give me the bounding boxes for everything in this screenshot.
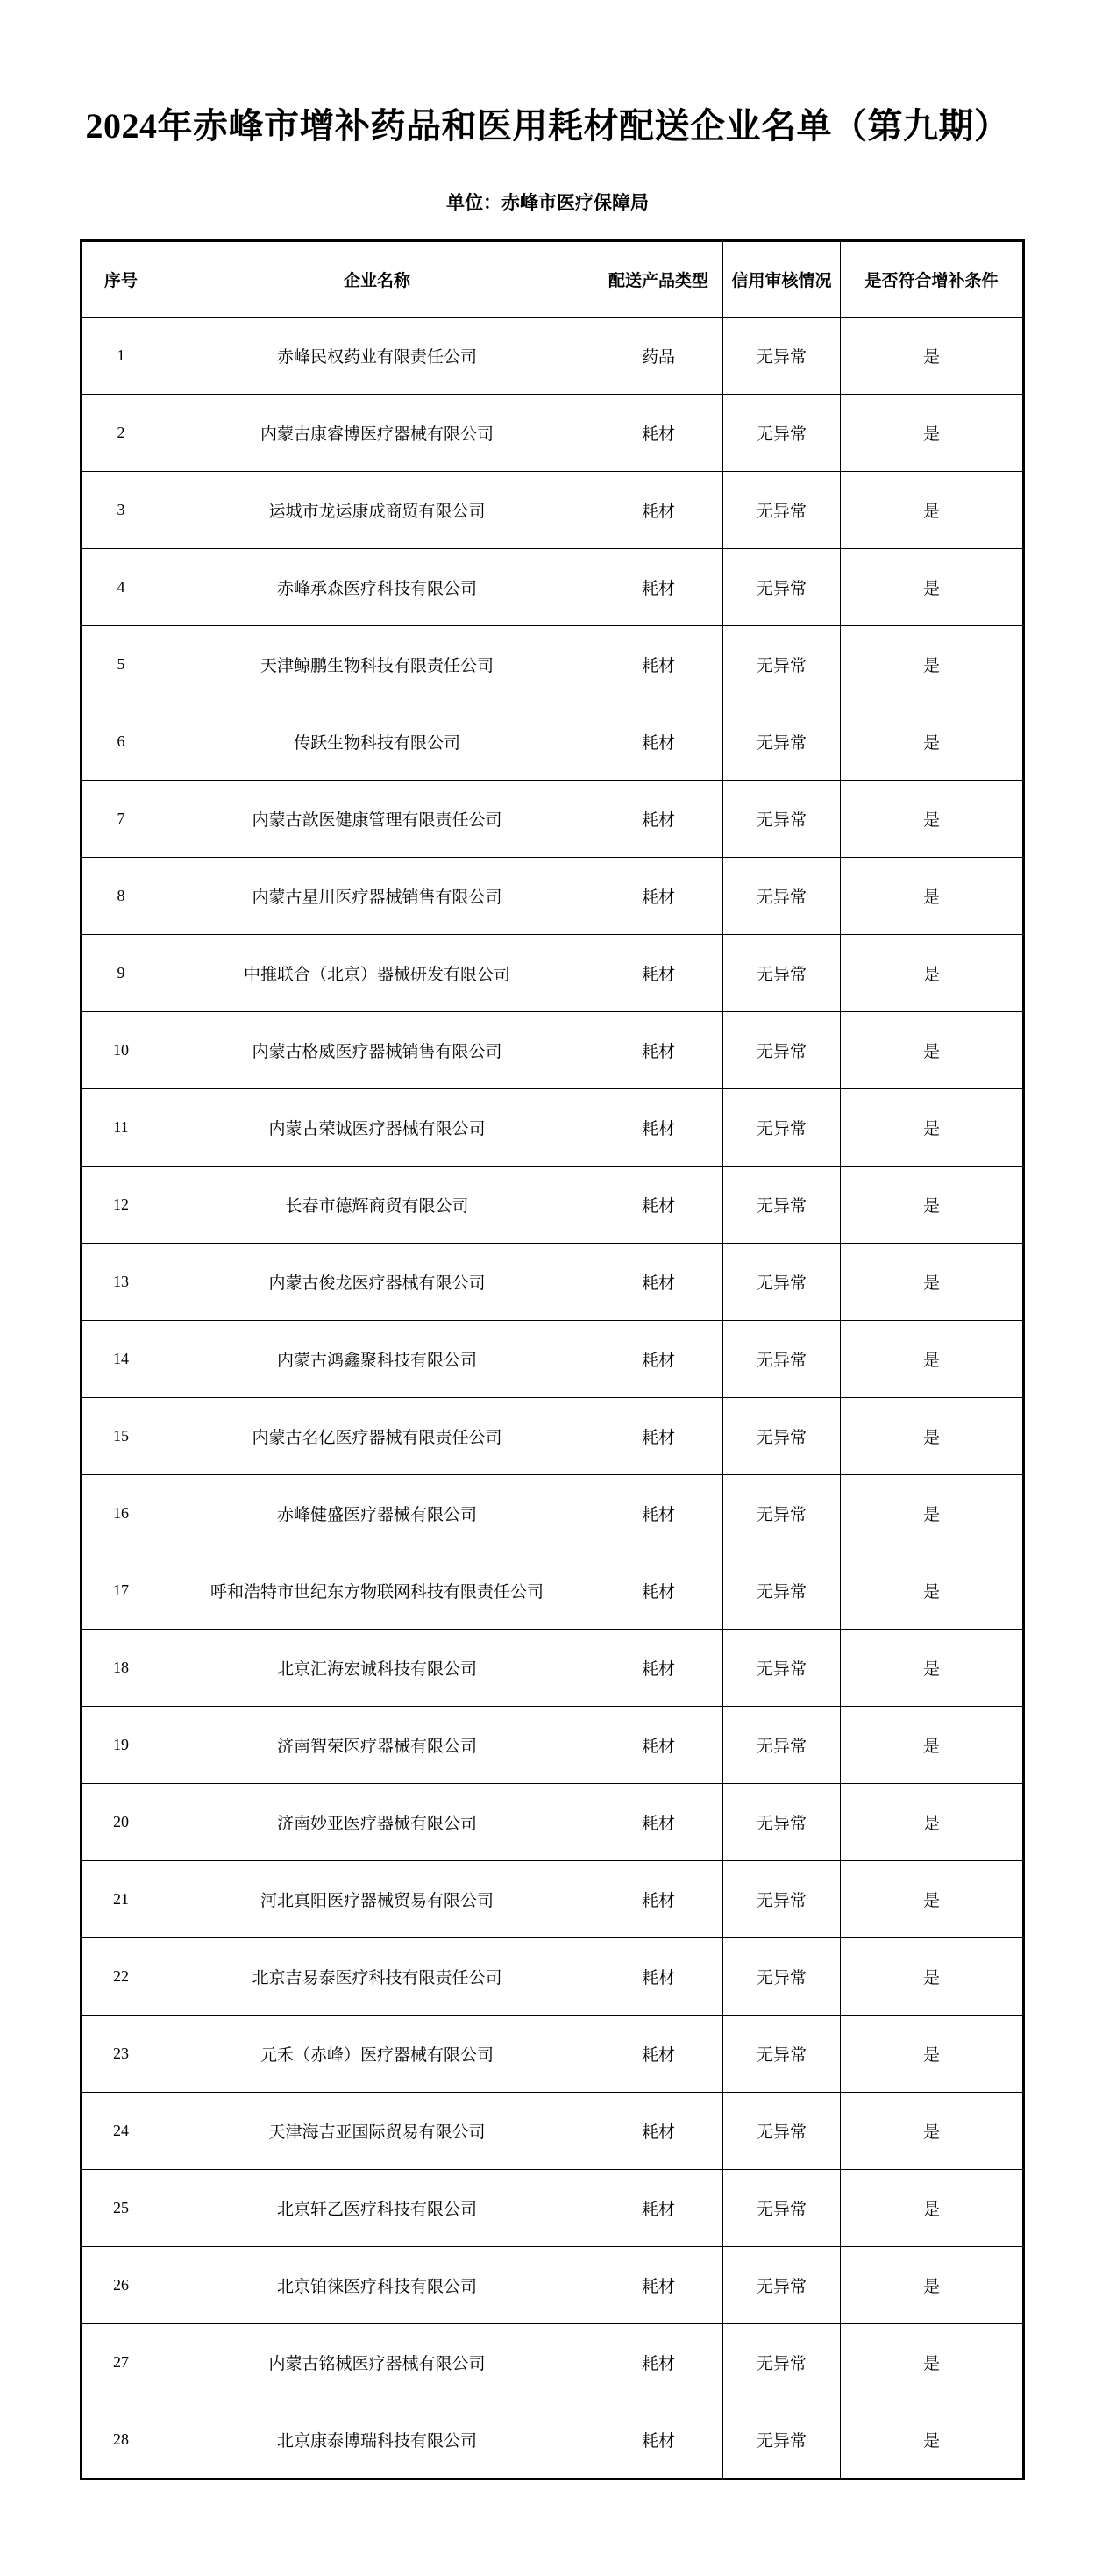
cell-credit-review: 无异常 <box>723 935 841 1012</box>
cell-product-type: 耗材 <box>594 2016 723 2093</box>
cell-meets-condition: 是 <box>841 1630 1024 1707</box>
cell-no: 3 <box>82 472 160 549</box>
cell-company-name: 北京汇海宏诚科技有限公司 <box>160 1630 594 1707</box>
cell-credit-review: 无异常 <box>723 1707 841 1784</box>
cell-meets-condition: 是 <box>841 1167 1024 1244</box>
cell-company-name: 赤峰民权药业有限责任公司 <box>160 318 594 395</box>
cell-credit-review: 无异常 <box>723 781 841 858</box>
cell-product-type: 耗材 <box>594 549 723 626</box>
cell-credit-review: 无异常 <box>723 1938 841 2016</box>
cell-company-name: 内蒙古格威医疗器械销售有限公司 <box>160 1012 594 1089</box>
cell-meets-condition: 是 <box>841 318 1024 395</box>
cell-meets-condition: 是 <box>841 626 1024 703</box>
col-header-product-type: 配送产品类型 <box>594 241 723 318</box>
table-row <box>82 1861 1024 1938</box>
cell-product-type: 耗材 <box>594 395 723 472</box>
cell-credit-review: 无异常 <box>723 2324 841 2401</box>
table-row <box>82 395 1024 472</box>
table-row <box>82 1938 1024 2016</box>
cell-company-name: 内蒙古鸿鑫聚科技有限公司 <box>160 1321 594 1398</box>
table-row <box>82 2093 1024 2170</box>
cell-no: 20 <box>82 1784 160 1861</box>
cell-company-name: 内蒙古荣诚医疗器械有限公司 <box>160 1089 594 1167</box>
cell-product-type: 耗材 <box>594 703 723 781</box>
table-row <box>82 781 1024 858</box>
cell-no: 15 <box>82 1398 160 1475</box>
cell-company-name: 济南智荣医疗器械有限公司 <box>160 1707 594 1784</box>
cell-company-name: 河北真阳医疗器械贸易有限公司 <box>160 1861 594 1938</box>
cell-product-type: 耗材 <box>594 1475 723 1552</box>
cell-company-name: 内蒙古铭械医疗器械有限公司 <box>160 2324 594 2401</box>
cell-no: 26 <box>82 2247 160 2324</box>
cell-credit-review: 无异常 <box>723 2093 841 2170</box>
cell-no: 28 <box>82 2401 160 2480</box>
cell-company-name: 元禾（赤峰）医疗器械有限公司 <box>160 2016 594 2093</box>
cell-no: 10 <box>82 1012 160 1089</box>
cell-company-name: 天津鲸鹏生物科技有限责任公司 <box>160 626 594 703</box>
cell-company-name: 赤峰承森医疗科技有限公司 <box>160 549 594 626</box>
cell-company-name: 北京康泰博瑞科技有限公司 <box>160 2401 594 2480</box>
cell-product-type: 耗材 <box>594 626 723 703</box>
cell-no: 12 <box>82 1167 160 1244</box>
cell-company-name: 济南妙亚医疗器械有限公司 <box>160 1784 594 1861</box>
table-row <box>82 1321 1024 1398</box>
cell-no: 5 <box>82 626 160 703</box>
table-row <box>82 1552 1024 1630</box>
table-row <box>82 1630 1024 1707</box>
cell-product-type: 耗材 <box>594 1012 723 1089</box>
cell-no: 1 <box>82 318 160 395</box>
table-row <box>82 1398 1024 1475</box>
cell-no: 19 <box>82 1707 160 1784</box>
cell-no: 4 <box>82 549 160 626</box>
col-header-company-name: 企业名称 <box>160 241 594 318</box>
table-row <box>82 703 1024 781</box>
cell-meets-condition: 是 <box>841 781 1024 858</box>
cell-meets-condition: 是 <box>841 472 1024 549</box>
cell-no: 8 <box>82 858 160 935</box>
table-row <box>82 935 1024 1012</box>
cell-credit-review: 无异常 <box>723 703 841 781</box>
cell-no: 2 <box>82 395 160 472</box>
cell-meets-condition: 是 <box>841 1784 1024 1861</box>
col-header-credit-review: 信用审核情况 <box>723 241 841 318</box>
companies-table <box>80 239 1025 2480</box>
cell-company-name: 内蒙古康睿博医疗器械有限公司 <box>160 395 594 472</box>
cell-company-name: 中推联合（北京）器械研发有限公司 <box>160 935 594 1012</box>
cell-meets-condition: 是 <box>841 2247 1024 2324</box>
cell-credit-review: 无异常 <box>723 1089 841 1167</box>
cell-product-type: 耗材 <box>594 1707 723 1784</box>
cell-meets-condition: 是 <box>841 1089 1024 1167</box>
cell-company-name: 运城市龙运康成商贸有限公司 <box>160 472 594 549</box>
table-row <box>82 1784 1024 1861</box>
table-row <box>82 318 1024 395</box>
cell-credit-review: 无异常 <box>723 395 841 472</box>
cell-product-type: 耗材 <box>594 2401 723 2480</box>
cell-meets-condition: 是 <box>841 1552 1024 1630</box>
cell-product-type: 耗材 <box>594 1167 723 1244</box>
cell-product-type: 耗材 <box>594 1938 723 2016</box>
table-row <box>82 2401 1024 2480</box>
cell-meets-condition: 是 <box>841 1938 1024 2016</box>
cell-credit-review: 无异常 <box>723 549 841 626</box>
cell-no: 22 <box>82 1938 160 2016</box>
cell-meets-condition: 是 <box>841 1244 1024 1321</box>
cell-meets-condition: 是 <box>841 2324 1024 2401</box>
cell-credit-review: 无异常 <box>723 1861 841 1938</box>
cell-company-name: 内蒙古俊龙医疗器械有限公司 <box>160 1244 594 1321</box>
cell-no: 23 <box>82 2016 160 2093</box>
cell-meets-condition: 是 <box>841 2401 1024 2480</box>
cell-product-type: 耗材 <box>594 1398 723 1475</box>
table-row <box>82 2170 1024 2247</box>
cell-product-type: 耗材 <box>594 2247 723 2324</box>
cell-meets-condition: 是 <box>841 1321 1024 1398</box>
table-row <box>82 858 1024 935</box>
cell-product-type: 耗材 <box>594 1552 723 1630</box>
table-row <box>82 626 1024 703</box>
cell-company-name: 北京铂徕医疗科技有限公司 <box>160 2247 594 2324</box>
cell-meets-condition: 是 <box>841 395 1024 472</box>
cell-no: 7 <box>82 781 160 858</box>
cell-credit-review: 无异常 <box>723 1012 841 1089</box>
cell-no: 25 <box>82 2170 160 2247</box>
table-row <box>82 472 1024 549</box>
cell-meets-condition: 是 <box>841 2170 1024 2247</box>
table-row <box>82 1244 1024 1321</box>
cell-no: 27 <box>82 2324 160 2401</box>
col-header-index: 序号 <box>82 241 160 318</box>
cell-meets-condition: 是 <box>841 2093 1024 2170</box>
cell-no: 13 <box>82 1244 160 1321</box>
table-row <box>82 1089 1024 1167</box>
cell-no: 6 <box>82 703 160 781</box>
cell-product-type: 耗材 <box>594 2093 723 2170</box>
cell-meets-condition: 是 <box>841 935 1024 1012</box>
cell-product-type: 耗材 <box>594 1784 723 1861</box>
table-row <box>82 2324 1024 2401</box>
cell-credit-review: 无异常 <box>723 1630 841 1707</box>
cell-company-name: 内蒙古歆医健康管理有限责任公司 <box>160 781 594 858</box>
cell-product-type: 耗材 <box>594 935 723 1012</box>
cell-no: 24 <box>82 2093 160 2170</box>
cell-credit-review: 无异常 <box>723 1321 841 1398</box>
table-row <box>82 1707 1024 1784</box>
table-row <box>82 1475 1024 1552</box>
cell-no: 21 <box>82 1861 160 1938</box>
cell-company-name: 内蒙古名亿医疗器械有限责任公司 <box>160 1398 594 1475</box>
cell-product-type: 耗材 <box>594 781 723 858</box>
cell-meets-condition: 是 <box>841 1398 1024 1475</box>
cell-credit-review: 无异常 <box>723 1244 841 1321</box>
table-row <box>82 1167 1024 1244</box>
cell-credit-review: 无异常 <box>723 2247 841 2324</box>
cell-credit-review: 无异常 <box>723 2401 841 2480</box>
cell-product-type: 耗材 <box>594 472 723 549</box>
cell-company-name: 天津海吉亚国际贸易有限公司 <box>160 2093 594 2170</box>
cell-credit-review: 无异常 <box>723 472 841 549</box>
table-row <box>82 1012 1024 1089</box>
table-row <box>82 549 1024 626</box>
cell-meets-condition: 是 <box>841 1012 1024 1089</box>
cell-meets-condition: 是 <box>841 2016 1024 2093</box>
cell-product-type: 药品 <box>594 318 723 395</box>
cell-company-name: 呼和浩特市世纪东方物联网科技有限责任公司 <box>160 1552 594 1630</box>
cell-no: 9 <box>82 935 160 1012</box>
cell-product-type: 耗材 <box>594 1321 723 1398</box>
cell-credit-review: 无异常 <box>723 1784 841 1861</box>
page-title: 2024年赤峰市增补药品和医用耗材配送企业名单（第九期） <box>85 106 1010 146</box>
cell-credit-review: 无异常 <box>723 626 841 703</box>
cell-company-name: 长春市德辉商贸有限公司 <box>160 1167 594 1244</box>
cell-product-type: 耗材 <box>594 1089 723 1167</box>
cell-credit-review: 无异常 <box>723 1398 841 1475</box>
cell-credit-review: 无异常 <box>723 2016 841 2093</box>
cell-credit-review: 无异常 <box>723 1167 841 1244</box>
cell-no: 16 <box>82 1475 160 1552</box>
table-row <box>82 2016 1024 2093</box>
cell-company-name: 赤峰健盛医疗器械有限公司 <box>160 1475 594 1552</box>
table-row <box>82 2247 1024 2324</box>
cell-credit-review: 无异常 <box>723 1552 841 1630</box>
cell-company-name: 内蒙古星川医疗器械销售有限公司 <box>160 858 594 935</box>
cell-no: 17 <box>82 1552 160 1630</box>
cell-product-type: 耗材 <box>594 1861 723 1938</box>
col-header-meets-condition: 是否符合增补条件 <box>841 241 1024 318</box>
cell-credit-review: 无异常 <box>723 2170 841 2247</box>
cell-company-name: 传跃生物科技有限公司 <box>160 703 594 781</box>
cell-meets-condition: 是 <box>841 1475 1024 1552</box>
cell-meets-condition: 是 <box>841 549 1024 626</box>
cell-meets-condition: 是 <box>841 1861 1024 1938</box>
cell-meets-condition: 是 <box>841 703 1024 781</box>
cell-meets-condition: 是 <box>841 1707 1024 1784</box>
cell-product-type: 耗材 <box>594 858 723 935</box>
page-subtitle: 单位：赤峰市医疗保障局 <box>446 193 649 213</box>
cell-product-type: 耗材 <box>594 2170 723 2247</box>
table-header-row <box>82 241 1024 318</box>
cell-meets-condition: 是 <box>841 858 1024 935</box>
cell-credit-review: 无异常 <box>723 318 841 395</box>
cell-no: 14 <box>82 1321 160 1398</box>
cell-credit-review: 无异常 <box>723 858 841 935</box>
cell-product-type: 耗材 <box>594 1244 723 1321</box>
cell-product-type: 耗材 <box>594 2324 723 2401</box>
cell-product-type: 耗材 <box>594 1630 723 1707</box>
cell-no: 18 <box>82 1630 160 1707</box>
cell-company-name: 北京轩乙医疗科技有限公司 <box>160 2170 594 2247</box>
cell-no: 11 <box>82 1089 160 1167</box>
cell-company-name: 北京吉易泰医疗科技有限责任公司 <box>160 1938 594 2016</box>
cell-credit-review: 无异常 <box>723 1475 841 1552</box>
